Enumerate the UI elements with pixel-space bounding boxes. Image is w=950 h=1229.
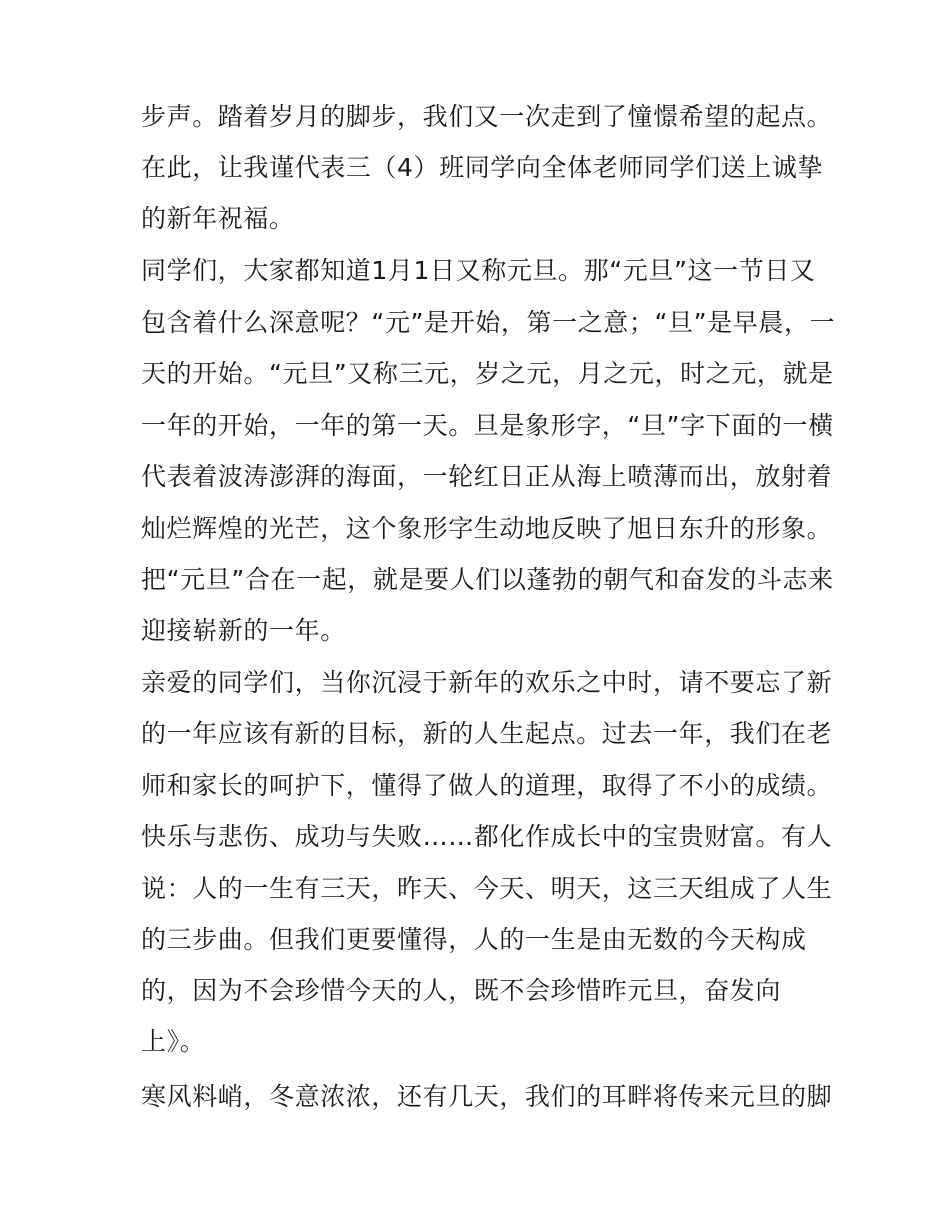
text-line-17: 的三步曲。但我们更要懂得，人的一生是由无数的今天构成 bbox=[141, 925, 807, 954]
text-line-8: 代表着波涛澎湃的海面，一轮红日正从海上喷薄而出，放射着 bbox=[141, 462, 833, 491]
text-line-9: 灿烂辉煌的光芒，这个象形字生动地反映了旭日东升的形象。 bbox=[141, 514, 833, 543]
text-line-16: 说：人的一生有三天，昨天、今天、明天，这三天组成了人生 bbox=[141, 874, 833, 903]
text-line-12: 亲爱的同学们，当你沉浸于新年的欢乐之中时，请不要忘了新 bbox=[141, 668, 833, 697]
text-line-19: 上》。 bbox=[141, 1027, 206, 1056]
text-line-7: 一年的开始，一年的第一天。旦是象形字，“旦”字下面的一横 bbox=[141, 411, 834, 440]
text-line-2: 在此，让我谨代表三（4）班同学向全体老师同学们送上诚挚 bbox=[141, 153, 824, 182]
text-line-4: 同学们，大家都知道1月1日又称元旦。那“元旦”这一节日又 bbox=[141, 256, 816, 285]
text-line-1: 步声。踏着岁月的脚步，我们又一次走到了憧憬希望的起点。 bbox=[141, 102, 833, 131]
text-line-11: 迎接崭新的一年。 bbox=[141, 616, 346, 645]
text-line-13: 的一年应该有新的目标，新的人生起点。过去一年，我们在老 bbox=[141, 719, 833, 748]
text-line-5: 包含着什么深意呢？“元”是开始，第一之意；“旦”是早晨，一 bbox=[141, 308, 836, 337]
text-line-10: 把“元旦”合在一起，就是要人们以蓬勃的朝气和奋发的斗志来 bbox=[141, 565, 834, 594]
text-line-3: 的新年祝福。 bbox=[141, 204, 295, 233]
text-line-18: 的，因为不会珍惜今天的人，既不会珍惜昨元旦，奋发向 bbox=[141, 976, 782, 1005]
text-line-15: 快乐与悲伤、成功与失败……都化作成长中的宝贵财富。有人 bbox=[141, 822, 833, 851]
text-line-6: 天的开始。“元旦”又称三元，岁之元，月之元，时之元，就是 bbox=[141, 359, 834, 388]
text-line-20: 寒风料峭，冬意浓浓，还有几天，我们的耳畔将传来元旦的脚 bbox=[141, 1082, 833, 1111]
text-line-14: 师和家长的呵护下，懂得了做人的道理，取得了不小的成绩。 bbox=[141, 771, 833, 800]
